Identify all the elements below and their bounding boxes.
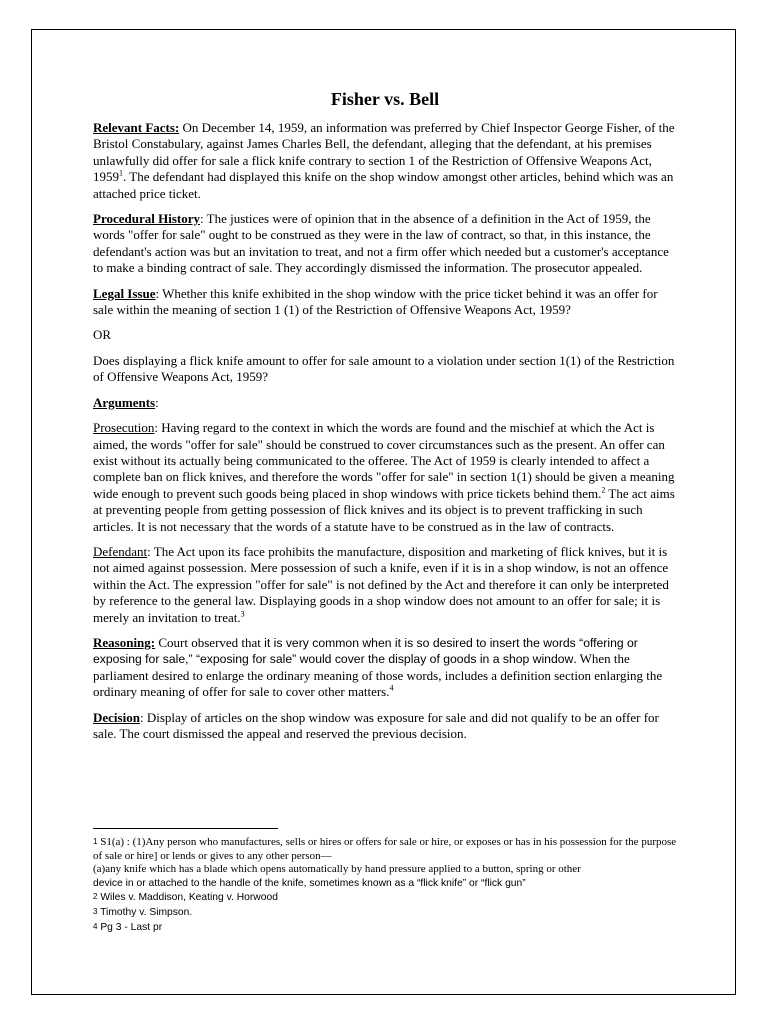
procedural-history-paragraph <box>93 211 677 277</box>
footnote-ref-4[interactable]: 4 <box>389 683 394 693</box>
reasoning-label: Reasoning: <box>93 634 156 650</box>
reasoning-text-2: . When the parliament desired to enlarge the ordinary meaning of those words, includes a definition section enlarging the ordinary meaning of offer for sale to cover other matters. <box>93 651 663 700</box>
relevant-facts-text: On December 14, 1959, an information was preferred by Chief Inspector George Fisher, of the Bristol Constabulary, against James Charles Bell, the defendant, alleging that the defendant, at his premises unlawfully did offer for sale a flick knife contrary to section 1 of the Restriction of Offensive Weapons Act, 1959 <box>93 120 675 185</box>
footnote-2 <box>93 890 677 905</box>
footnote-ref-2[interactable]: 2 <box>601 485 606 495</box>
footnote-2-number: 2 <box>93 892 98 902</box>
arguments-colon: : <box>155 394 159 410</box>
footnote-divider <box>93 828 278 829</box>
legal-issue-text: : Whether this knife exhibited in the shop window with the price ticket behind it was an offer for sale within the meaning of section 1 (1) of the Restriction of Offensive Weapons Act, 1959? <box>93 285 658 318</box>
defendant-text: : The Act upon its face prohibits the manufacture, disposition and marketing of flick knives, but it is not aimed against possession. Mere possession of such a knife, even if it is in a shop window, is not an offence within the Act. The expression "offer for sale" is not defined by the Act and therefore it can only be interpreted by reference to the general law. Displaying goods in a shop window does not amount to an offer for sale; it is merely an invitation to treat. <box>93 543 669 625</box>
footnote-3-text: Timothy v. Simpson. <box>97 906 193 918</box>
alternate-question: Does displaying a flick knife amount to offer for sale amount to a violation under section 1(1) of the Restriction of Offensive Weapons Act, 1959? <box>93 352 675 385</box>
footnote-3-number: 3 <box>93 906 98 916</box>
footnote-ref-1[interactable]: 1 <box>119 168 123 178</box>
document-body <box>93 88 677 751</box>
reasoning-text: Court observed that <box>155 634 265 650</box>
relevant-facts-text-2: . The defendant had displayed this knife on the shop window amongst other articles, behind which was an attached price ticket. <box>93 169 674 201</box>
relevant-facts-paragraph <box>93 120 677 202</box>
prosecution-text: : Having regard to the context in which the words are found and the mischief at which the Act is aimed, the words "offer for sale" should be construed to cover circumstances such as the present. An offer can exist without its actually being communicated to the offeree. The Act of 1959 is clearly intended to affect a complete ban on flick knives, and therefore the words "offer for sale" in section 1(1) should be given a meaning wide enough to prevent such goods being placed in shop windows with price tickets behind them. <box>93 420 675 501</box>
decision-paragraph <box>93 710 677 743</box>
page-title: Fisher vs. Bell <box>330 89 440 109</box>
prosecution-text-2: The act aims at preventing people from getting possession of flick knives and its object is to prevent trafficking in such articles. It is not necessary that the words of a statute have to be construed as in the law of contracts. <box>93 485 675 534</box>
decision-text: : Display of articles on the shop window was exposure for sale and did not qualify to be an offer for sale. The court dismissed the appeal and reserved the previous decision. <box>93 709 659 741</box>
footnote-1-number: 1 <box>93 837 98 846</box>
defendant-paragraph <box>93 544 677 626</box>
relevant-facts-label: Relevant Facts: <box>93 120 180 135</box>
procedural-history-label: Procedural History <box>93 211 200 227</box>
reasoning-quoted-text: it is very common when it is so desired to insert the words “offering or exposing for sale,” “exposing for sale” would cover the display of goods in a shop window <box>93 635 638 667</box>
footnotes-section <box>93 835 677 934</box>
footnote-1 <box>93 835 677 863</box>
footnote-3 <box>93 905 677 920</box>
procedural-history-text: : The justices were of opinion that in the absence of a definition in the Act of 1959, the words "offer for sale" ought to be construed as they were in the law of contract, so that, in this instance, the defendant's action was but an invitation to treat, and not a firm offer which needed but a customer's acceptance to make a binding contract of sale. They accordingly dismissed the information. The prosecutor appealed. <box>93 211 669 276</box>
reasoning-paragraph <box>93 635 677 701</box>
footnote-2-text: Wiles v. Maddison, Keating v. Horwood <box>97 892 278 904</box>
decision-label: Decision <box>93 709 140 725</box>
legal-issue-paragraph <box>93 286 677 319</box>
legal-issue-label: Legal Issue <box>93 285 156 301</box>
footnote-4-text: Pg 3 - Last pr <box>97 921 163 933</box>
or-separator: OR <box>93 327 112 343</box>
footnote-1-text: S1(a) : (1)Any person who manufactures, sells or hires or offers for sale or hire, or exposes or has in his possession for the purpose of sale or hire] or lends or gives to any other person— <box>93 836 677 862</box>
footnote-1-line-3: device in or attached to the handle of the knife, sometimes known as a “flick knife” or “flick gun” <box>93 877 526 889</box>
arguments-label: Arguments <box>93 394 156 410</box>
footnote-1-line-2: (a)any knife which has a blade which opens automatically by hand pressure applied to a button, spring or other <box>93 863 581 876</box>
arguments-heading <box>93 395 677 411</box>
footnote-4 <box>93 920 677 935</box>
defendant-label: Defendant <box>93 543 148 559</box>
prosecution-label: Prosecution <box>93 420 155 436</box>
prosecution-paragraph <box>93 420 677 535</box>
footnote-4-number: 4 <box>93 921 98 931</box>
footnote-ref-3[interactable]: 3 <box>240 609 245 619</box>
